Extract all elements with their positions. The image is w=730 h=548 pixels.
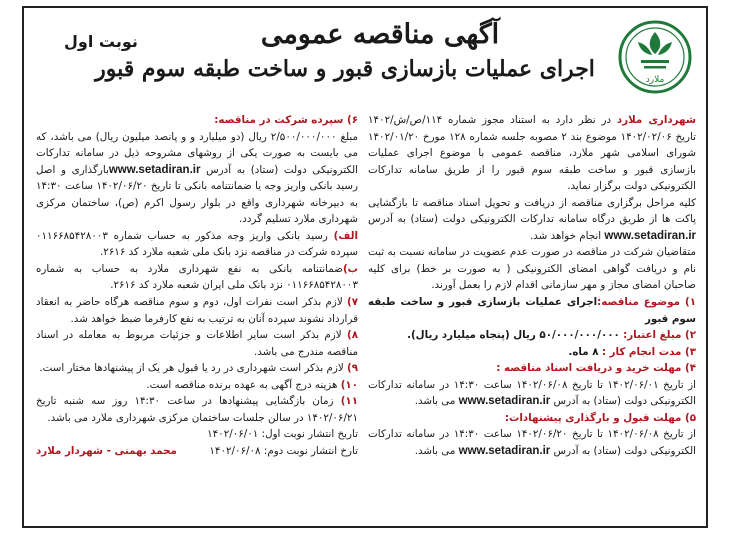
section-7: ۷) لازم بذکر است نفرات اول، دوم و سوم مناقصه هرگاه حاضر به انعقاد قرارداد نشوند سپرده آنان به ترتیب به نفع کارفرما ضبط خواهد شد. [36,296,358,325]
deposit-option-b: ب)ضمانتنامه بانکی به نفع شهرداری ملارد به حساب به شماره ۰۱۱۶۶۸۵۴۲۸۰۰۳ نزد بانک ملی ایران شعبه ملارد کد ۲۶۱۶. [36,262,358,292]
deposit-option-a: الف) رسید بانکی واریز وجه مذکور به حساب شماره ۰۱۱۶۶۸۵۴۲۸۰۰۳ سپرده شرکت در مناقصه نزد بانک ملی شعبه ملارد کد ۲۶۱۶. [36,229,358,259]
notice-subtitle: اجرای عملیات بازسازی قبور و ساخت طبقه سوم قبور [95,56,595,82]
second-publication-date: تارخ انتشار نوبت دوم: ۱۴۰۲/۰۶/۰۸ [209,444,358,457]
section-deposit: مبلغ ۲/۵۰۰/۰۰۰/۰۰۰ ریال (دو میلیارد و و پانصد میلیون ریال) می باشد، که می بایست به صورت یکی از روشهای مشروحه ذیل در سامانه تدارکات الکترونیکی دولت (ستاد) به آدرس www.setadiran.irبارگذاری و اصل رسید بانکی واریز وجه یا ضمانتنامه بانکی تا تاریخ ۱۴۰۲/۰۶/۲۰ ساعت ۱۴:۳۰ به دبیرخانه شهرداری واقع در بلوار رسول اکرم (ص)، ساختمان مرکزی شهرداری ملارد تسلیم گردد. [36,130,358,226]
section-11: ۱۱) زمان بازگشایی پیشنهادها در ساعت ۱۴:۳۰ روز سه شنبه تاریخ ۱۴۰۲/۰۶/۲۱ در سالن جلسات ساختمان مرکزی شهرداری ملارد می باشد. [36,395,358,424]
right-column [368,112,696,459]
registration-paragraph: متقاضیان شرکت در مناقصه در صورت عدم عضویت در سامانه نسبت به ثبت نام و دریافت گواهی امضای الکترونیکی ( به صورت بر خط) برای کلیه صاحبان امضای مجاز و مهر سازمانی اقدام لازم را بعمل آورند. [368,246,696,292]
intro-paragraph: شهرداری ملارد در نظر دارد به استناد مجوز شماره ۱۱۴/ص/ش/۱۴۰۲ تاریخ ۱۴۰۲/۰۲/۰۶ موضوع بند ۲ مصوبه جلسه شماره ۱۲۸ مورخ ۱۴۰۲/۰۱/۲۰ شورای اسلامی شهر ملارد، مناقصه عمومی با موضوع اجرای عملیات بازسازی قبور و ساخت طبقه سوم قبور را از طریق سامانه تدارکات الکترونیکی دولت برگزار نماید. [368,114,696,193]
left-column [36,112,358,459]
notice-frame [22,6,708,528]
svg-text:ملارد: ملارد [645,75,665,85]
publication-round: نوبت اول [64,32,138,51]
signature-row [36,443,358,460]
section-documents: از تاریخ ۱۴۰۲/۰۶/۰۱ تا تاریخ ۱۴۰۲/۰۶/۰۸ ساعت ۱۴:۳۰ در سامانه تدارکات الکترونیکی دولت (ستاد) به آدرس www.setadiran.ir می باشد. [368,378,696,408]
mayor-signature: محمد بهمنی - شهردار ملارد [36,444,177,457]
section-submission-heading: ۵) مهلت قبول و بارگذاری پیشنهادات: [504,411,696,424]
setad-link[interactable]: www.setadiran.ir [458,395,551,408]
municipality-logo-icon [618,20,692,94]
setad-link[interactable]: www.setadiran.ir [604,229,696,242]
process-paragraph: کلیه مراحل برگزاری مناقصه از دریافت و تحویل اسناد مناقصه تا بازگشایی پاکت ها از طریق درگاه سامانه تدارکات الکترونیکی دولت (ستاد) به آدرس www.setadiran.ir انجام خواهد شد. [368,196,696,242]
section-10: ۱۰) هزینه درج آگهی به عهده برنده مناقصه است. [146,378,358,391]
section-subject: ۱) موضوع مناقصه:اجرای عملیات بازسازی قبور و ساخت طبقه سوم قبور [368,296,696,325]
section-documents-heading: ۴) مهلت خرید و دریافت اسناد مناقصه : [496,362,696,375]
first-publication-date: تاریخ انتشار نوبت اول: ۱۴۰۲/۰۶/۰۱ [207,428,358,441]
setad-link[interactable]: www.setadiran.ir [458,444,551,457]
section-deposit-heading: ۶) سپرده شرکت در مناقصه: [214,114,358,126]
municipality-name: شهرداری ملارد [616,114,696,126]
notice-header [24,8,706,108]
section-budget: ۲) مبلغ اعتبار: ۵۰/۰۰۰/۰۰۰/۰۰۰ ریال (پنجاه میلیارد ریال). [407,329,696,342]
notice-title: آگهی مناقصه عمومی [260,19,500,50]
section-submission: از تاریخ ۱۴۰۲/۰۶/۰۸ تا تاریخ ۱۴۰۲/۰۶/۲۰ ساعت ۱۴:۳۰ در سامانه تدارکات الکترونیکی دولت (ستاد) به آدرس www.setadiran.ir می باشد. [368,428,696,457]
section-8: ۸) لازم بذکر است سایر اطلاعات و جزئیات مربوط به معامله در اسناد مناقصه مندرج می باشد. [36,329,358,358]
section-duration: ۳) مدت انجام کار : ۸ ماه. [568,345,696,358]
section-9: ۹) لازم بذکر است شهرداری در رد یا قبول هر یک از پیشنهادها مختار است. [39,362,358,375]
setad-link[interactable]: www.setadiran.ir [108,163,201,176]
